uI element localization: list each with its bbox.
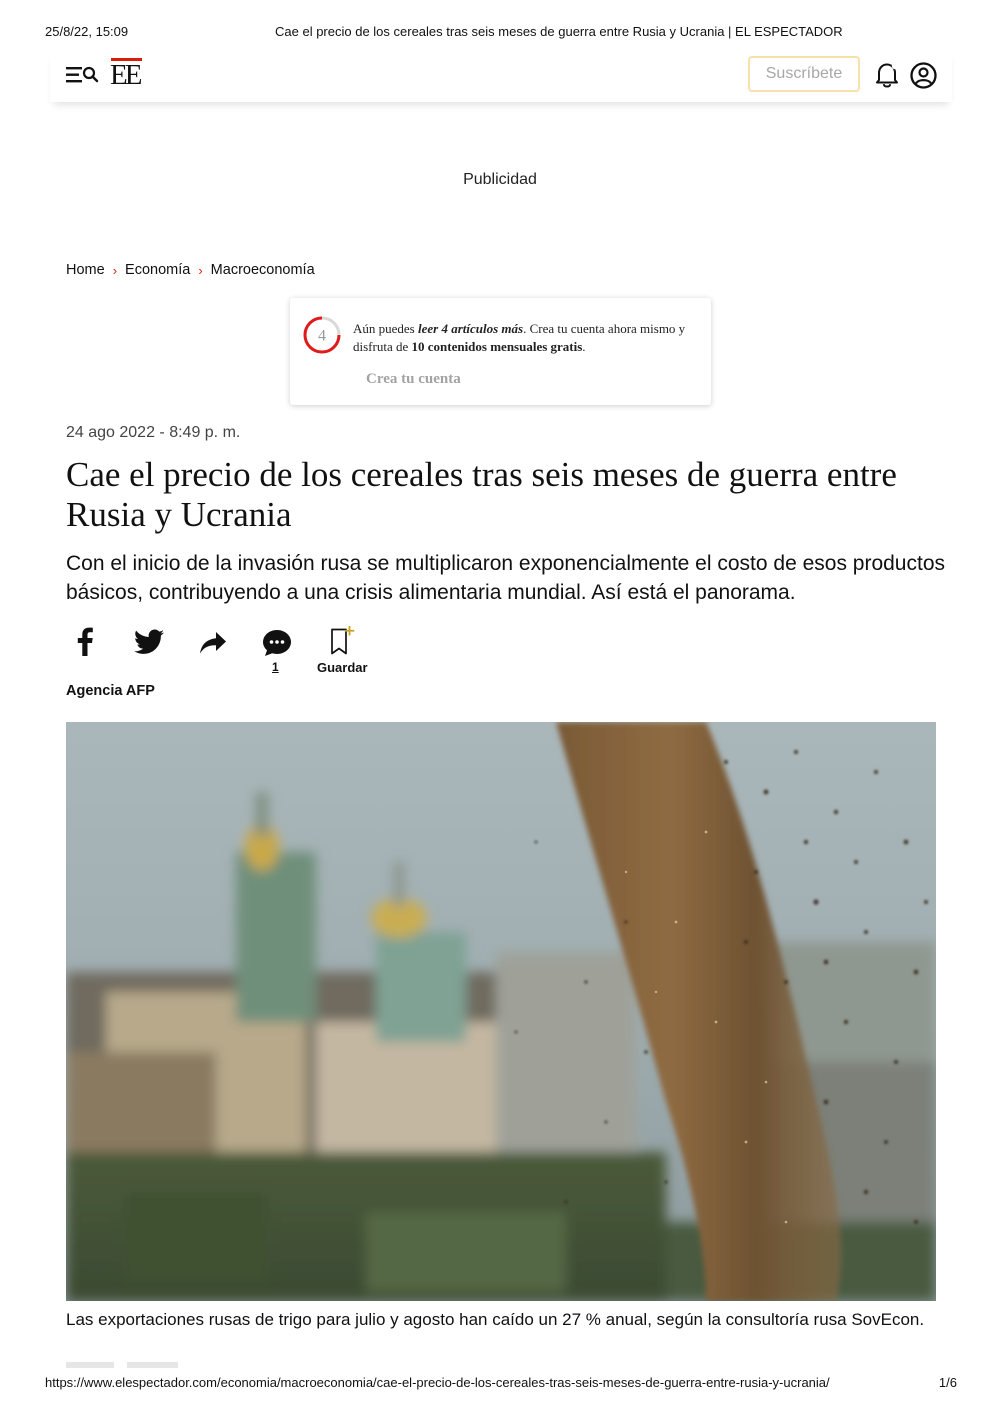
meter-text-emphasis: leer 4 artículos más [418,321,524,336]
article-headline: Cae el precio de los cereales tras seis meses de guerra entre Rusia y Ucrania [66,455,897,534]
site-logo[interactable] [110,57,144,91]
save-button[interactable]: Guardar [317,660,368,675]
breadcrumb-economia[interactable]: Economía [125,262,191,278]
share-bar [66,626,386,676]
meter-text-suffix: . [582,339,586,354]
print-document-title: Cae el precio de los cereales tras seis meses de guerra entre Rusia y Ucrania | EL ESPECTADOR [275,24,843,39]
site-header [50,48,952,102]
twitter-icon[interactable] [134,629,164,657]
article-meter-card [290,298,711,405]
cut-off-text-line [66,1362,266,1372]
article-photo [66,722,936,1301]
articles-remaining-ring [302,315,342,355]
facebook-icon[interactable] [76,626,94,656]
share-arrow-icon[interactable] [199,631,227,655]
breadcrumb [66,262,315,278]
breadcrumb-home[interactable]: Home [66,262,105,278]
menu-search-icon[interactable] [66,64,100,86]
photo-caption: Las exportaciones rusas de trigo para julio y agosto han caído un 27 % anual, según la consultoría rusa SovEcon. [66,1310,925,1329]
create-account-button[interactable]: Crea tu cuenta [366,371,461,387]
breadcrumb-macroeconomia[interactable]: Macroeconomía [210,262,315,278]
print-page-number: 1/6 [938,1375,957,1390]
articles-remaining-count: 4 [318,327,326,345]
meter-text-prefix: Aún puedes [353,321,418,336]
meter-message [353,320,705,356]
chevron-right-icon: › [198,262,203,278]
cut-off-text-placeholder [66,1362,226,1368]
logo-text: EE [110,59,140,91]
print-url: https://www.elespectador.com/economia/macroeconomia/cae-el-precio-de-los-cereales-tras-seis-meses-de-guerra-entre-rusia-y-ucrania/ [45,1375,830,1390]
print-datetime: 25/8/22, 15:09 [45,24,129,39]
ad-label: Publicidad [463,171,537,188]
subscribe-button[interactable]: Suscríbete [748,56,860,92]
comment-bubble-icon[interactable] [262,629,292,657]
chevron-right-icon: › [112,262,118,278]
article-lede: Con el inicio de la invasión rusa se multiplicaron exponencialmente el costo de esos productos básicos, contribuyendo a una crisis alimentaria mundial. Así está el panorama. [66,552,945,604]
meter-text-bold: 10 contenidos mensuales gratis [411,339,583,354]
user-icon[interactable] [910,62,937,89]
publish-date: 24 ago 2022 - 8:49 p. m. [66,424,241,441]
comments-count[interactable]: 1 [272,660,279,674]
meter-text-middle: . Crea tu cuenta ahora mismo y disfruta de [353,321,686,354]
article-author[interactable]: Agencia AFP [66,683,155,699]
bell-icon[interactable] [874,61,900,89]
bookmark-add-icon[interactable] [329,625,357,657]
